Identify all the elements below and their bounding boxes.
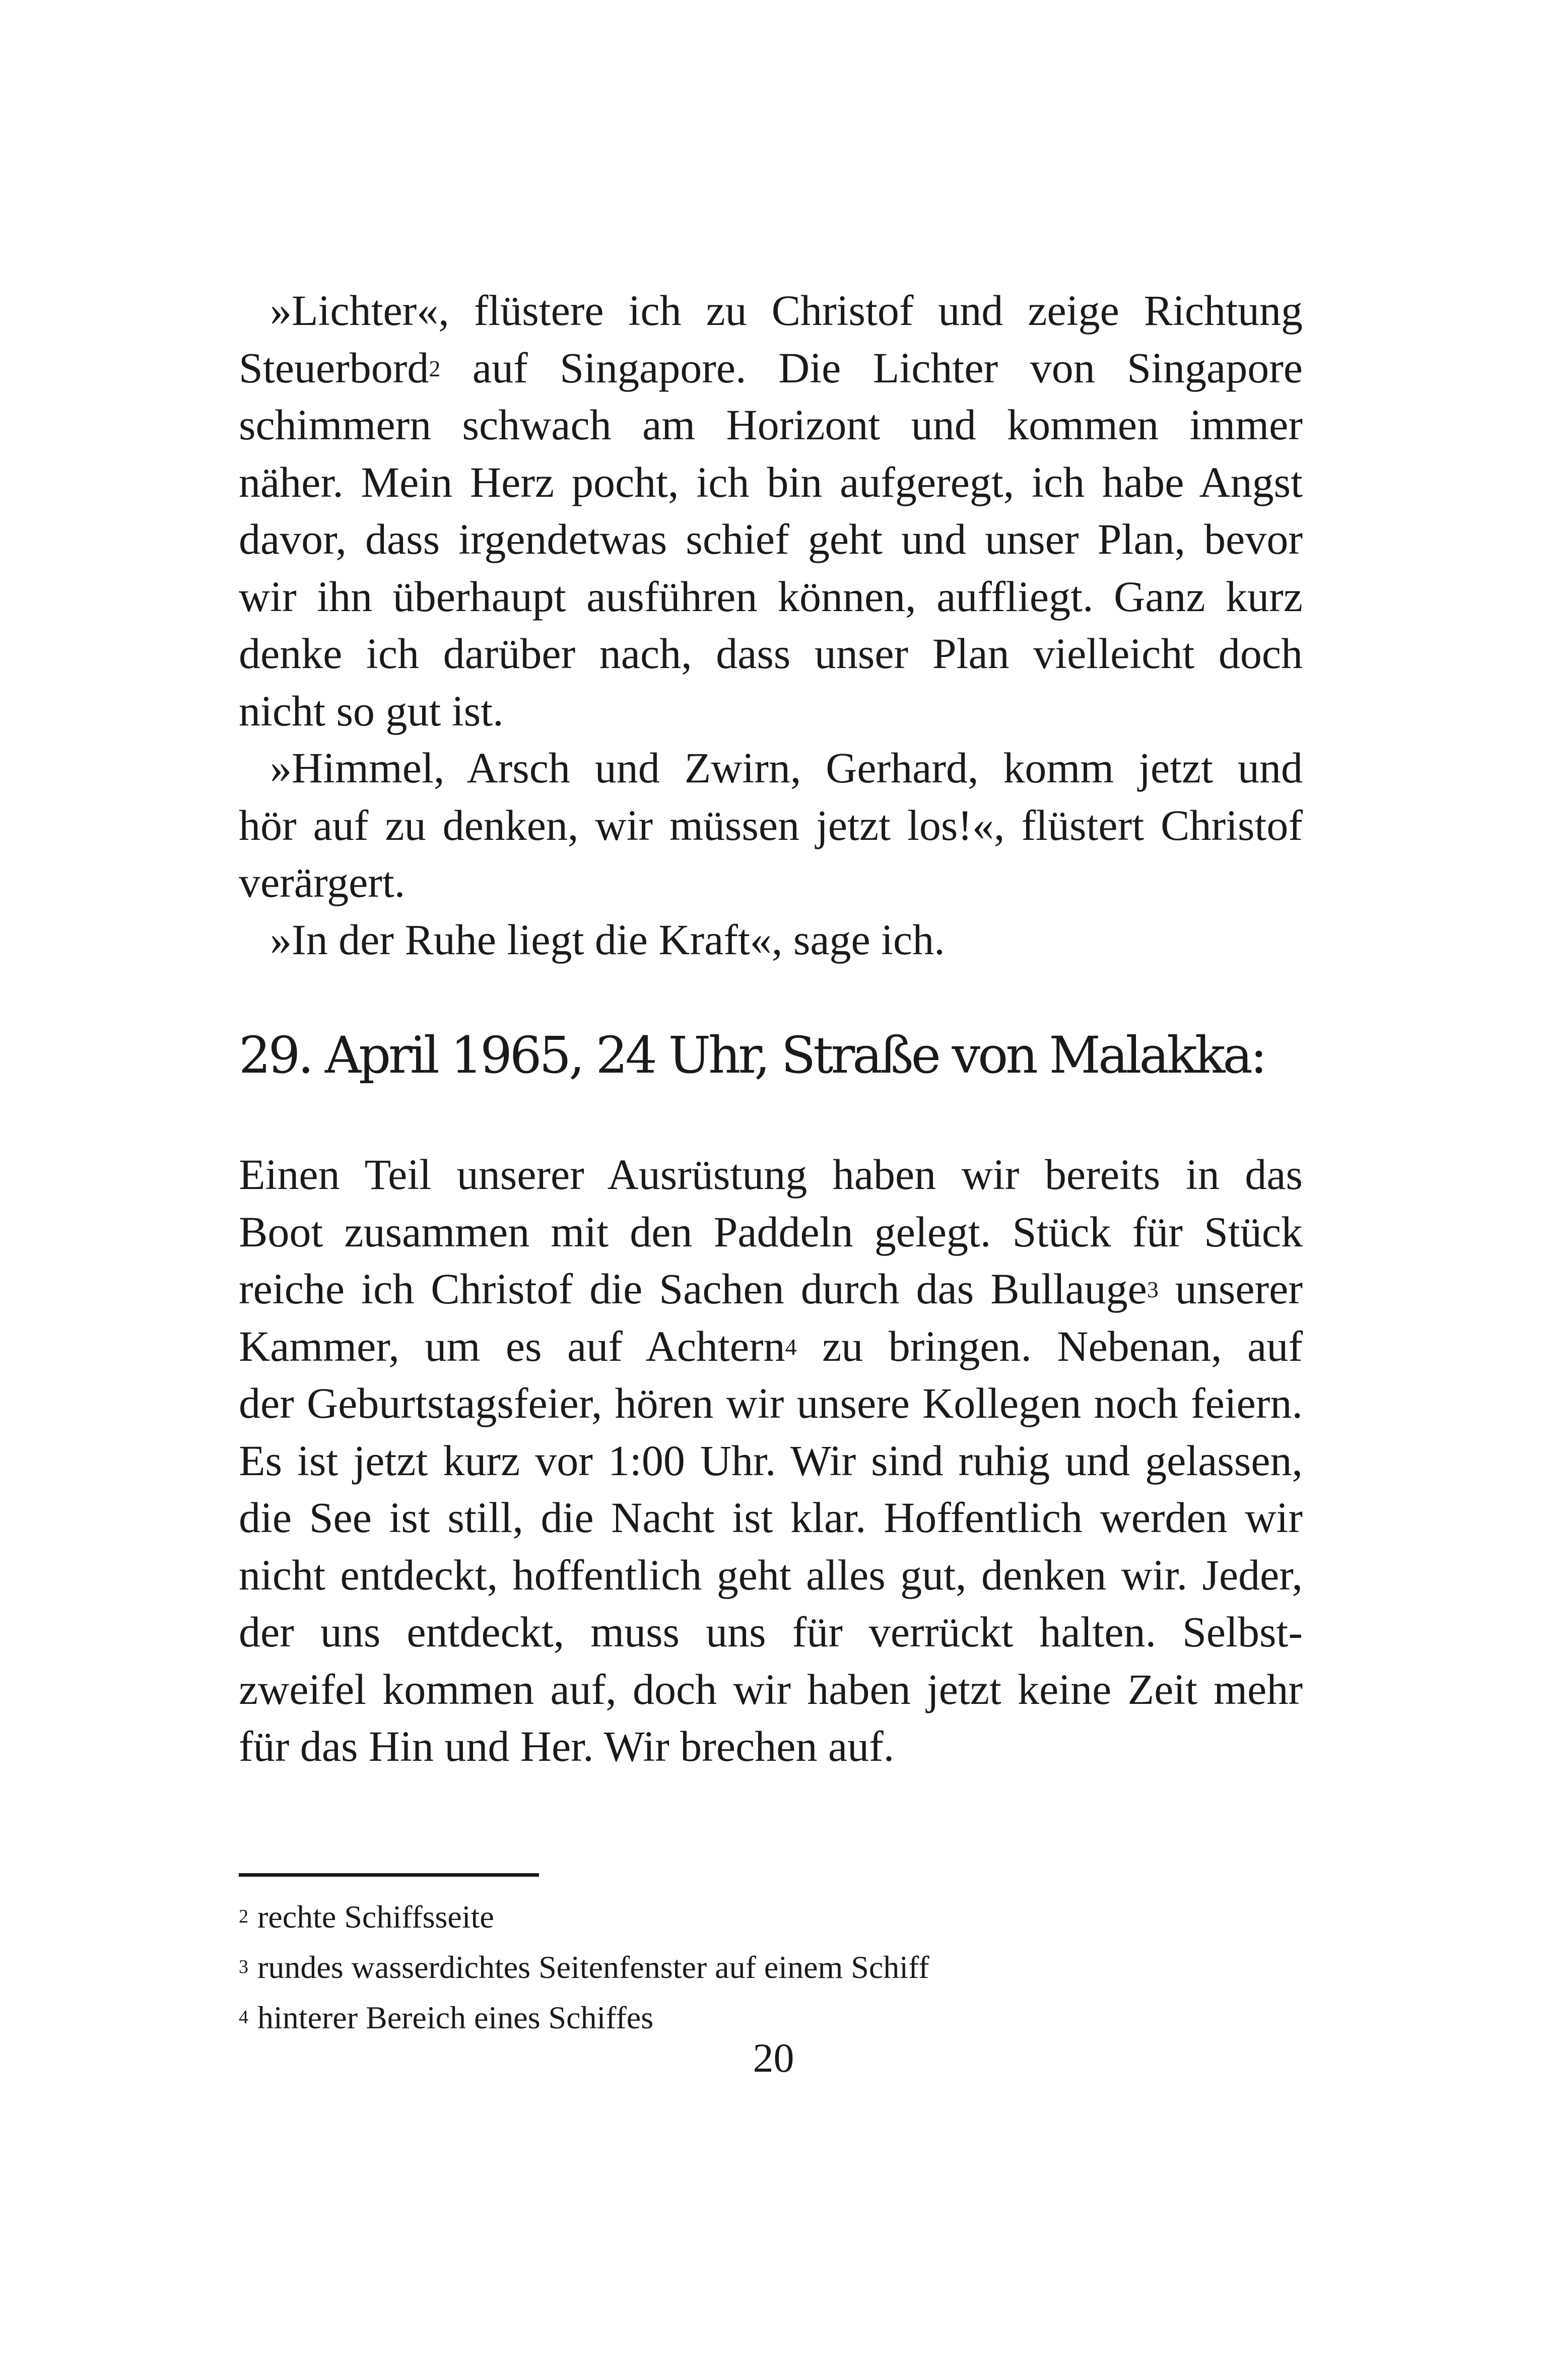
text-line (239, 1318, 1303, 1375)
text-fragment: zu bringen. Nebenan, auf (796, 1321, 1303, 1370)
text-line: denke ich darüber nach, dass unser Plan vielleicht doch (239, 629, 1303, 678)
text-line: die See ist still, die Nacht ist klar. Hoffentlich werden wir (239, 1493, 1303, 1542)
footnote-reference: 3 (1147, 1277, 1159, 1302)
text-line: zweifel kommen auf, doch wir haben jetzt keine Zeit mehr (239, 1665, 1303, 1713)
footnote-number: 4 (239, 2007, 248, 2028)
text-line: hör auf zu denken, wir müssen jetzt los!«, flüstert Christof (239, 801, 1303, 849)
footnotes (239, 1892, 1303, 2043)
text-line (239, 340, 1303, 397)
text-line: der Geburtstagsfeier, hören wir unsere Kollegen noch feiern. (239, 1379, 1303, 1427)
text-line: wir ihn überhaupt ausführen können, auffliegt. Ganz kurz (239, 572, 1303, 621)
text-line: »Lichter«, flüstere ich zu Christof und zeige Richtung (270, 286, 1303, 335)
footnote-text: hinterer Bereich eines Schiffes (257, 2000, 654, 2035)
text-fragment: unserer (1158, 1265, 1303, 1313)
text-line: nicht so gut ist. (239, 686, 504, 735)
body-text-block-2 (239, 1146, 1303, 1775)
text-line: »Himmel, Arsch und Zwirn, Gerhard, komm jetzt und (270, 744, 1303, 792)
text-line: näher. Mein Herz pocht, ich bin aufgeregt, ich habe Angst (239, 457, 1303, 506)
text-fragment: reiche ich Christof die Sachen durch das Bullauge (239, 1265, 1147, 1313)
footnote-divider (239, 1873, 539, 1877)
footnote-text: rundes wasserdichtes Seitenfenster auf einem Schiff (257, 1949, 929, 1985)
text-line: »In der Ruhe liegt die Kraft«, sage ich. (270, 915, 945, 964)
section-heading: 29. April 1965, 24 Uhr, Straße von Malakka: (239, 1026, 1265, 1085)
body-text-block-1 (239, 282, 1303, 968)
text-fragment: Kammer, um es auf Achtern (239, 1321, 785, 1370)
footnote (239, 1942, 1303, 1993)
text-line: nicht entdeckt, hoffentlich geht alles gut, denken wir. Jeder, (239, 1550, 1303, 1599)
text-fragment: Steuerbord (239, 343, 429, 392)
text-line: Boot zusammen mit den Paddeln gelegt. Stück für Stück (239, 1207, 1303, 1256)
text-line (239, 1261, 1303, 1318)
footnote-number: 3 (239, 1956, 248, 1977)
text-line: der uns entdeckt, muss uns für verrückt halten. Selbst- (239, 1608, 1303, 1656)
text-line: davor, dass irgendetwas schief geht und unser Plan, bevor (239, 515, 1303, 563)
footnote-text: rechte Schiffsseite (257, 1899, 494, 1935)
footnote-number: 2 (239, 1906, 248, 1927)
text-line: Einen Teil unserer Ausrüstung haben wir bereits in das (239, 1150, 1303, 1199)
footnote-reference: 2 (429, 355, 441, 381)
footnote (239, 1892, 1303, 1942)
text-line: schimmern schwach am Horizont und kommen immer (239, 401, 1303, 449)
text-fragment: auf Singapore. Die Lichter von Singapore (440, 343, 1303, 392)
text-line: Es ist jetzt kurz vor 1:00 Uhr. Wir sind ruhig und gelassen, (239, 1436, 1303, 1485)
footnote-reference: 4 (785, 1334, 797, 1360)
text-line: für das Hin und Her. Wir brechen auf. (239, 1722, 895, 1770)
page-number: 20 (753, 2035, 794, 2081)
text-line: verärgert. (239, 858, 406, 906)
